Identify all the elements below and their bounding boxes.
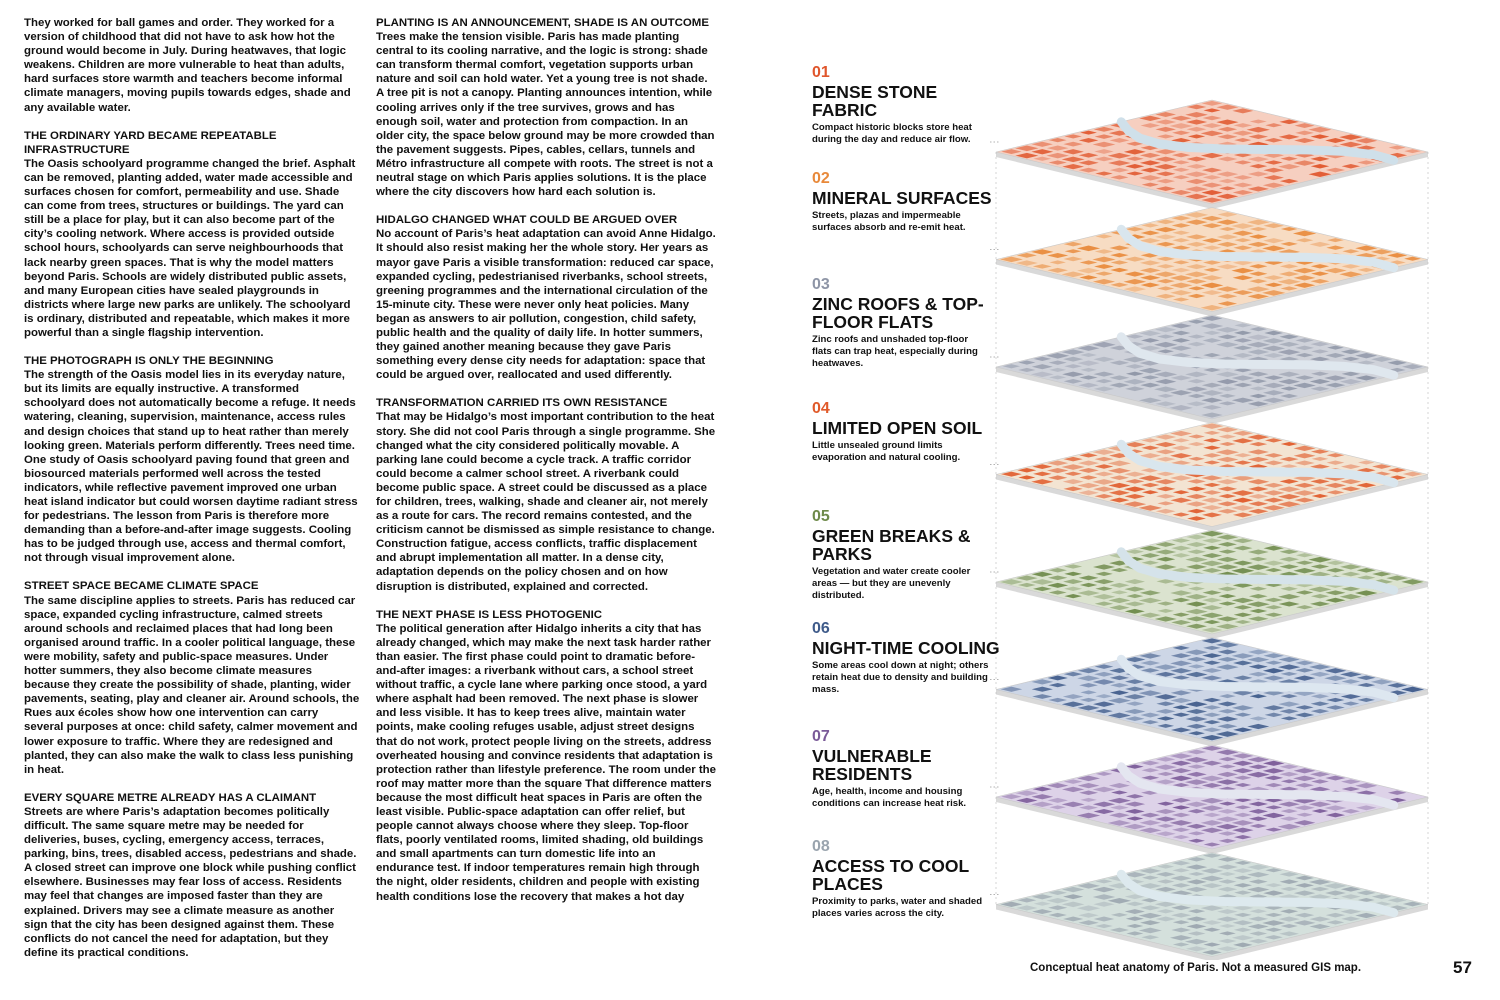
section: [24, 791, 360, 960]
layer-title: DENSE STONE FABRIC: [812, 82, 938, 120]
layer-description: Streets, plazas and impermeable surfaces absorb and re-emit heat.: [812, 210, 966, 233]
layer-label-06: [812, 620, 1002, 696]
map-layer-07: [990, 745, 1428, 854]
layer-description: Some areas cool down at night; others retain heat due to density and building mass.: [812, 660, 989, 695]
layer-title: LIMITED OPEN SOIL: [812, 418, 983, 438]
layer-description: Little unsealed ground limits evaporation and natural cooling.: [812, 440, 961, 463]
section: [24, 16, 360, 115]
section: [376, 16, 716, 199]
layer-number: 07: [812, 728, 830, 745]
text-column-left: [24, 16, 360, 974]
layer-description: Compact historic blocks store heat during the day and reduce air flow.: [812, 122, 972, 145]
section-heading: TRANSFORMATION CARRIED ITS OWN RESISTANCE: [376, 397, 668, 410]
section: [24, 579, 360, 776]
layer-title: VULNERABLE RESIDENTS: [812, 746, 932, 784]
layer-number: 05: [812, 508, 830, 525]
section: [376, 213, 716, 382]
layer-title: NIGHT-TIME COOLING: [812, 638, 1000, 658]
layer-label-05: [812, 508, 1002, 602]
map-layer-05: [990, 530, 1428, 639]
text-column-right: [376, 16, 716, 918]
layer-title: ZINC ROOFS & TOP-FLOOR FLATS: [812, 294, 984, 332]
section-body: They worked for ball games and order. They worked for a version of childhood that did not have to ask how hot the ground would become in July. During heatwaves, that logic weakens. Children are more vulnerable to heat than adults, hard surfaces store warmth and teachers become informal climate managers, moving pupils towards edges, shade and any available water.: [24, 17, 351, 114]
section: [24, 129, 360, 340]
layer-label-08: [812, 838, 1002, 920]
layer-number: 04: [812, 400, 830, 417]
layer-label-07: [812, 728, 1002, 810]
layer-label-04: [812, 400, 1002, 464]
layer-title: GREEN BREAKS & PARKS: [812, 526, 971, 564]
layer-description: Vegetation and water create cooler areas — but they are unevenly distributed.: [812, 566, 971, 601]
layer-label-01: [812, 64, 1002, 146]
section-body: Streets are where Paris’s adaptation becomes politically difficult. The same square metre may be needed for deliveries, buses, cycling, emergency access, terraces, parking, bins, trees, disabled access, pedestrians and shade. A closed street can improve one block while pushing conflict elsewhere. Businesses may fear loss of access. Residents may feel that changes are imposed faster than they are explained. Drivers may see a climate measure as another sign that the city has been designed against them. These conflicts do not cancel the need for adaptation, but they define its practical conditions.: [24, 805, 357, 959]
layer-label-02: [812, 170, 1002, 234]
layer-label-03: [812, 276, 1002, 370]
section-body: Trees make the tension visible. Paris has made planting central to its cooling narrative, and the logic is strong: shade can transform thermal comfort, vegetation supports urban nature and soil can hold water. Yet a young tree is not shade. A tree pit is not a canopy. Planting announces intention, while cooling arrives only if the tree survives, grows and has enough soil, water and protection from compaction. In an older city, the space below ground may be more crowded than the pavement suggests. Pipes, cables, cellars, tunnels and Métro infrastructure all compete with roots. The street is not a neutral stage on which Paris applies solutions. It is the place where the city discovers how hard each solution is.: [376, 31, 715, 199]
figure-caption: Conceptual heat anatomy of Paris. Not a measured GIS map.: [1030, 962, 1362, 974]
map-layer-06: [990, 638, 1428, 747]
section-body: The strength of the Oasis model lies in its everyday nature, but its limits are equally instructive. A transformed schoolyard does not automatically become a refuge. It needs watering, cleaning, supervision, maintenance, access rules and design choices that stand up to heat rather than merely looking green. Materials perform differently. Trees need time. One study of Oasis schoolyard paving found that green and biosourced materials performed well across the tested indicators, while reflective pavement improved one urban heat island indicator but could worsen daytime radiant stress for pedestrians. The lesson from Paris is therefore more demanding than a before-and-after image suggests. Cooling has to be judged through use, access and thermal comfort, not through visual improvement alone.: [24, 369, 358, 565]
layer-number: 01: [812, 64, 830, 81]
map-layer-04: [990, 423, 1428, 532]
layer-number: 02: [812, 170, 830, 187]
section-heading: HIDALGO CHANGED WHAT COULD BE ARGUED OVER: [376, 214, 678, 227]
layer-description: Proximity to parks, water and shaded places varies across the city.: [812, 896, 983, 919]
section: [376, 396, 716, 593]
map-layer-03: [990, 315, 1428, 424]
map-layer-08: [990, 853, 1428, 961]
map-layer-01: [990, 100, 1428, 209]
layer-number: 03: [812, 276, 830, 293]
section-heading: THE ORDINARY YARD BECAME REPEATABLE INFRASTRUCTURE: [24, 129, 277, 156]
section-heading: EVERY SQUARE METRE ALREADY HAS A CLAIMANT: [24, 791, 317, 804]
section-heading: STREET SPACE BECAME CLIMATE SPACE: [24, 580, 259, 593]
section: [376, 608, 716, 904]
section-body: The Oasis schoolyard programme changed the brief. Asphalt can be removed, planting added, water made accessible and surfaces chosen for comfort, permeability and use. Shade can come from trees, structures or buildings. The yard can still be a place for play, but it can also become part of the city’s cooling network. Where access is provided outside school hours, schoolyards can serve neighbourhoods that lack nearby green spaces. That is why the model matters beyond Paris. Schools are widely distributed public assets, and many European cities have sealed playgrounds in districts where large new parks are unlikely. The schoolyard is ordinary, distributed and repeatable, which makes it more powerful than a single flagship intervention.: [24, 157, 356, 339]
map-layer-02: [990, 208, 1428, 317]
section-heading: PLANTING IS AN ANNOUNCEMENT, SHADE IS AN OUTCOME: [376, 17, 709, 29]
layer-description: Zinc roofs and unshaded top-floor flats can trap heat, especially during heatwaves.: [812, 334, 978, 369]
layer-stack-illustration: [990, 60, 1450, 960]
section-body: That may be Hidalgo’s most important contribution to the heat story. She did not cool Paris through a single programme. She changed what the city considered politically movable. A parking lane could become a cycle track. A traffic corridor could become a calmer school street. A riverbank could become public space. A street could be discussed as a place for children, trees, walking, shade and cleaner air, not merely as a route for cars. The record remains contested, and the criticism cannot be dismissed as simple resistance to change. Construction fatigue, access conflicts, traffic displacement and abrupt implementation all matter. In a dense city, adaptation depends on the policy chosen and on how disruption is distributed, explained and corrected.: [376, 411, 716, 593]
section-heading: THE NEXT PHASE IS LESS PHOTOGENIC: [376, 608, 603, 621]
layer-number: 06: [812, 620, 830, 637]
section-body: The political generation after Hidalgo inherits a city that has already changed, which may make the next task harder rather than easier. The first phase could point to dramatic before-and-after images: a riverbank without cars, a school street without traffic, a cycle lane where parking once stood, a yard where asphalt had been removed. The next phase is slower and less visible. It has to keep trees alive, maintain water points, make cooling refuges usable, adjust street designs that do not work, protect people living on the streets, address overheated housing and convince residents that adaptation is protection rather than lifestyle preference. The room under the roof may matter more than the square That difference matters because the most difficult heat spaces in Paris are often the least visible. Public-space adaptation can offer relief, but people cannot always choose where they sleep. Top-floor flats, poorly ventilated rooms, limited shading, old buildings and small apartments can turn domestic life into an endurance test. If indoor temperatures remain high through the night, older residents, children and people with existing health conditions lose the recovery that makes a hot day: [376, 622, 717, 903]
layer-number: 08: [812, 838, 830, 855]
layer-title: MINERAL SURFACES: [812, 188, 992, 208]
section-body: No account of Paris’s heat adaptation can avoid Anne Hidalgo. It should also resist making her the whole story. Her years as mayor gave Paris a visible transformation: reduced car space, expanded cycling, pedestrianised riverbanks, school streets, greening programmes and the international circulation of the 15-minute city. These were never only heat policies. Many began as answers to air pollution, congestion, child safety, public health and the quality of daily life. In hotter summers, they gained another meaning because they gave Paris something every dense city needs for adaptation: space that could be argued over, reallocated and used differently.: [376, 228, 716, 382]
section-body: The same discipline applies to streets. Paris has reduced car space, expanded cycling infrastructure, calmed streets around schools and reclaimed places that had long been organised around traffic. In a cooler political language, these were mobility, safety and public-space measures. Under hotter summers, they also become climate measures because they create the possibility of shade, planting, wider pavements, seating, play and cleaner air. Around schools, the Rues aux écoles show how one intervention can carry several purposes at once: child safety, calmer movement and lower exposure to traffic. Where they are redesigned and planted, they can also make the walk to class less punishing in heat.: [24, 594, 360, 776]
section: [24, 354, 360, 565]
layer-title: ACCESS TO COOL PLACES: [812, 856, 969, 894]
layer-description: Age, health, income and housing conditions can increase heat risk.: [812, 786, 967, 809]
section-heading: THE PHOTOGRAPH IS ONLY THE BEGINNING: [24, 355, 274, 368]
page-number: 57: [1453, 958, 1472, 977]
